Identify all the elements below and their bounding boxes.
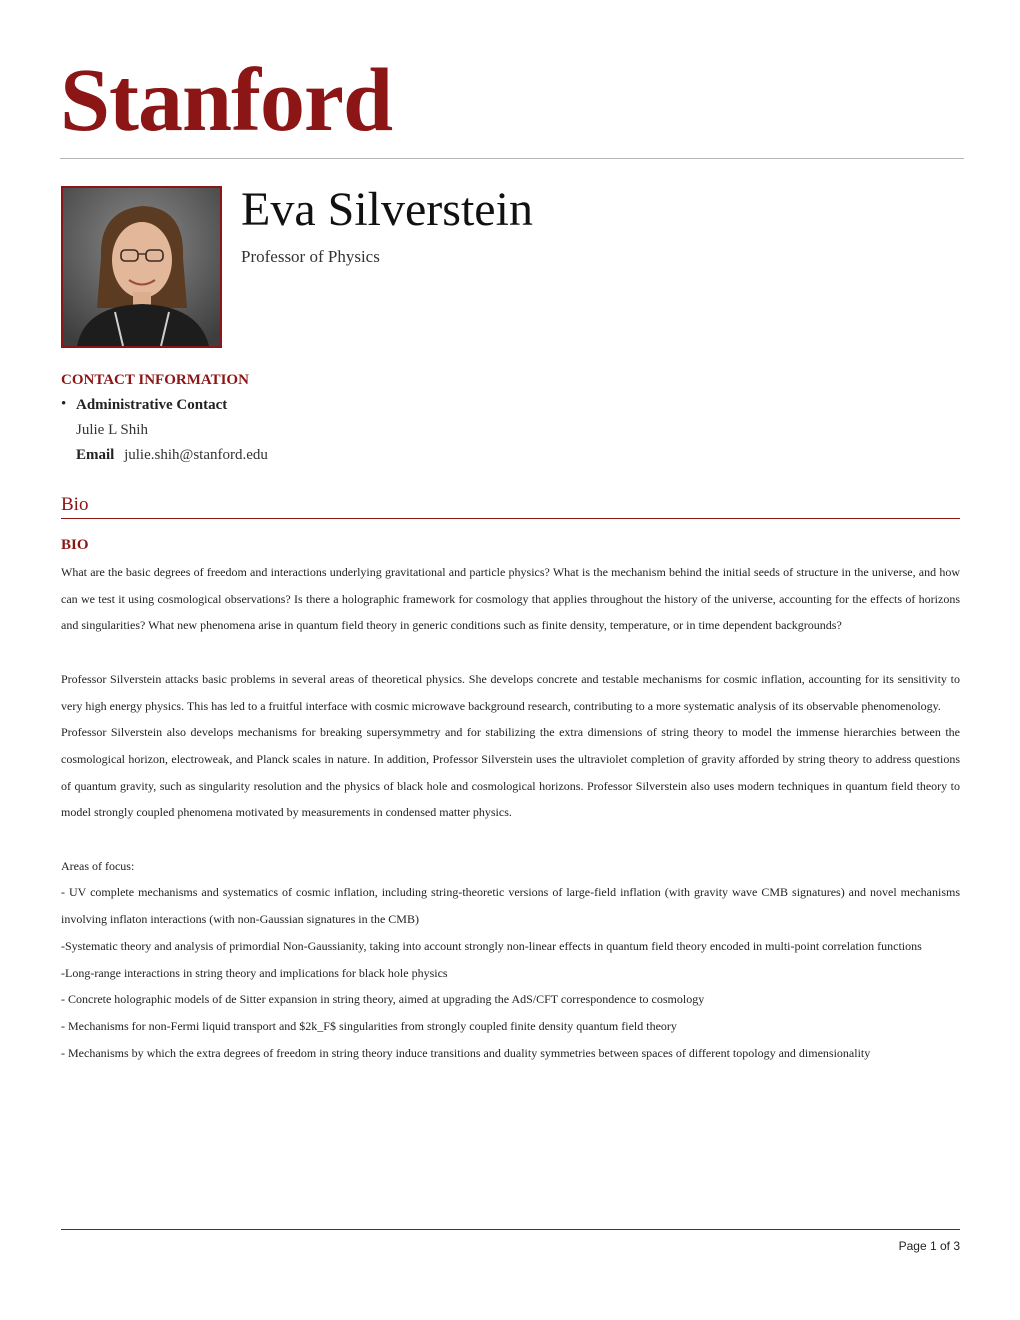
- focus-item: - Concrete holographic models of de Sitter expansion in string theory, aimed at upgrading the AdS/CFT correspondence to cosmology: [61, 992, 705, 1007]
- profile-photo: [61, 186, 222, 348]
- focus-item: - Mechanisms by which the extra degrees of freedom in string theory induce transitions and duality symmetries between spaces of different topology and dimensionality: [61, 1045, 871, 1060]
- bullet-icon: •: [61, 396, 67, 412]
- bio-body: [61, 559, 960, 1066]
- portrait-image: [63, 188, 220, 346]
- email-label: Email: [76, 447, 115, 463]
- paragraph-spacer: [61, 639, 960, 666]
- contact-list: [61, 396, 268, 464]
- contact-person-name: Julie L Shih: [76, 422, 148, 438]
- paragraph-spacer: [61, 826, 960, 853]
- admin-contact-item: [61, 396, 268, 464]
- bio-paragraph: Professor Silverstein also develops mechanisms for breaking supersymmetry and for stabilizing the extra dimensions of string theory to model the immense hierarchies between the cosmological horizon, electroweak, and Planck scales in nature. In addition, Professor Silverstein uses the ultraviolet completion of gravity afforded by string theory to address questions of quantum gravity, such as singularity resolution and the physics of black hole and cosmological horizons. Professor Silverstein also uses modern techniques in quantum field theory to model strongly coupled phenomena motivated by measurements in condensed matter physics.: [61, 725, 960, 820]
- focus-item: -Systematic theory and analysis of primordial Non-Gaussianity, taking into account strongly non-linear effects in quantum field theory encoded in multi-point correlation functions: [61, 938, 922, 953]
- admin-contact-label: Administrative Contact: [76, 397, 228, 413]
- stanford-logo: Stanford: [60, 51, 393, 150]
- focus-item: - UV complete mechanisms and systematics of cosmic inflation, including string-theoretic versions of large-field inflation (with gravity wave CMB signatures) and novel mechanisms involving inflaton interactions (with non-Gaussian signatures in the CMB): [61, 885, 960, 927]
- email-link[interactable]: julie.shih@stanford.edu: [124, 447, 268, 463]
- profile-title: Professor of Physics: [241, 247, 380, 266]
- bio-paragraph: What are the basic degrees of freedom and interactions underlying gravitational and particle physics? What is the mechanism behind the initial seeds of structure in the universe, and how can we test it using cosmological observations? Is there a holographic framework for cosmology that applies throughout the history of the universe, accounting for the effects of horizons and singularities? What new phenomena arise in quantum field theory in generic conditions such as finite density, temperature, or in time dependent backgrounds?: [61, 565, 960, 633]
- page-number: Page 1 of 3: [898, 1239, 960, 1253]
- footer-divider: [61, 1229, 960, 1230]
- contact-heading: CONTACT INFORMATION: [61, 372, 249, 388]
- section-divider: [61, 518, 960, 519]
- bio-paragraph: Professor Silverstein attacks basic problems in several areas of theoretical physics. She develops concrete and testable mechanisms for cosmic inflation, accounting for its sensitivity to very high energy physics. This has led to a fruitful interface with cosmic microwave background research, contributing to a more systematic analysis of its observable phenomenology.: [61, 671, 960, 713]
- section-title-bio: Bio: [61, 494, 89, 515]
- header-divider: [60, 158, 964, 159]
- contact-email-row: [76, 447, 268, 464]
- focus-item: -Long-range interactions in string theory and implications for black hole physics: [61, 965, 448, 980]
- profile-name: Eva Silverstein: [241, 183, 533, 236]
- bio-heading: BIO: [61, 537, 89, 553]
- focus-item: - Mechanisms for non-Fermi liquid transport and $2k_F$ singularities from strongly coupled finite density quantum field theory: [61, 1018, 677, 1033]
- areas-of-focus-label: Areas of focus:: [61, 858, 135, 873]
